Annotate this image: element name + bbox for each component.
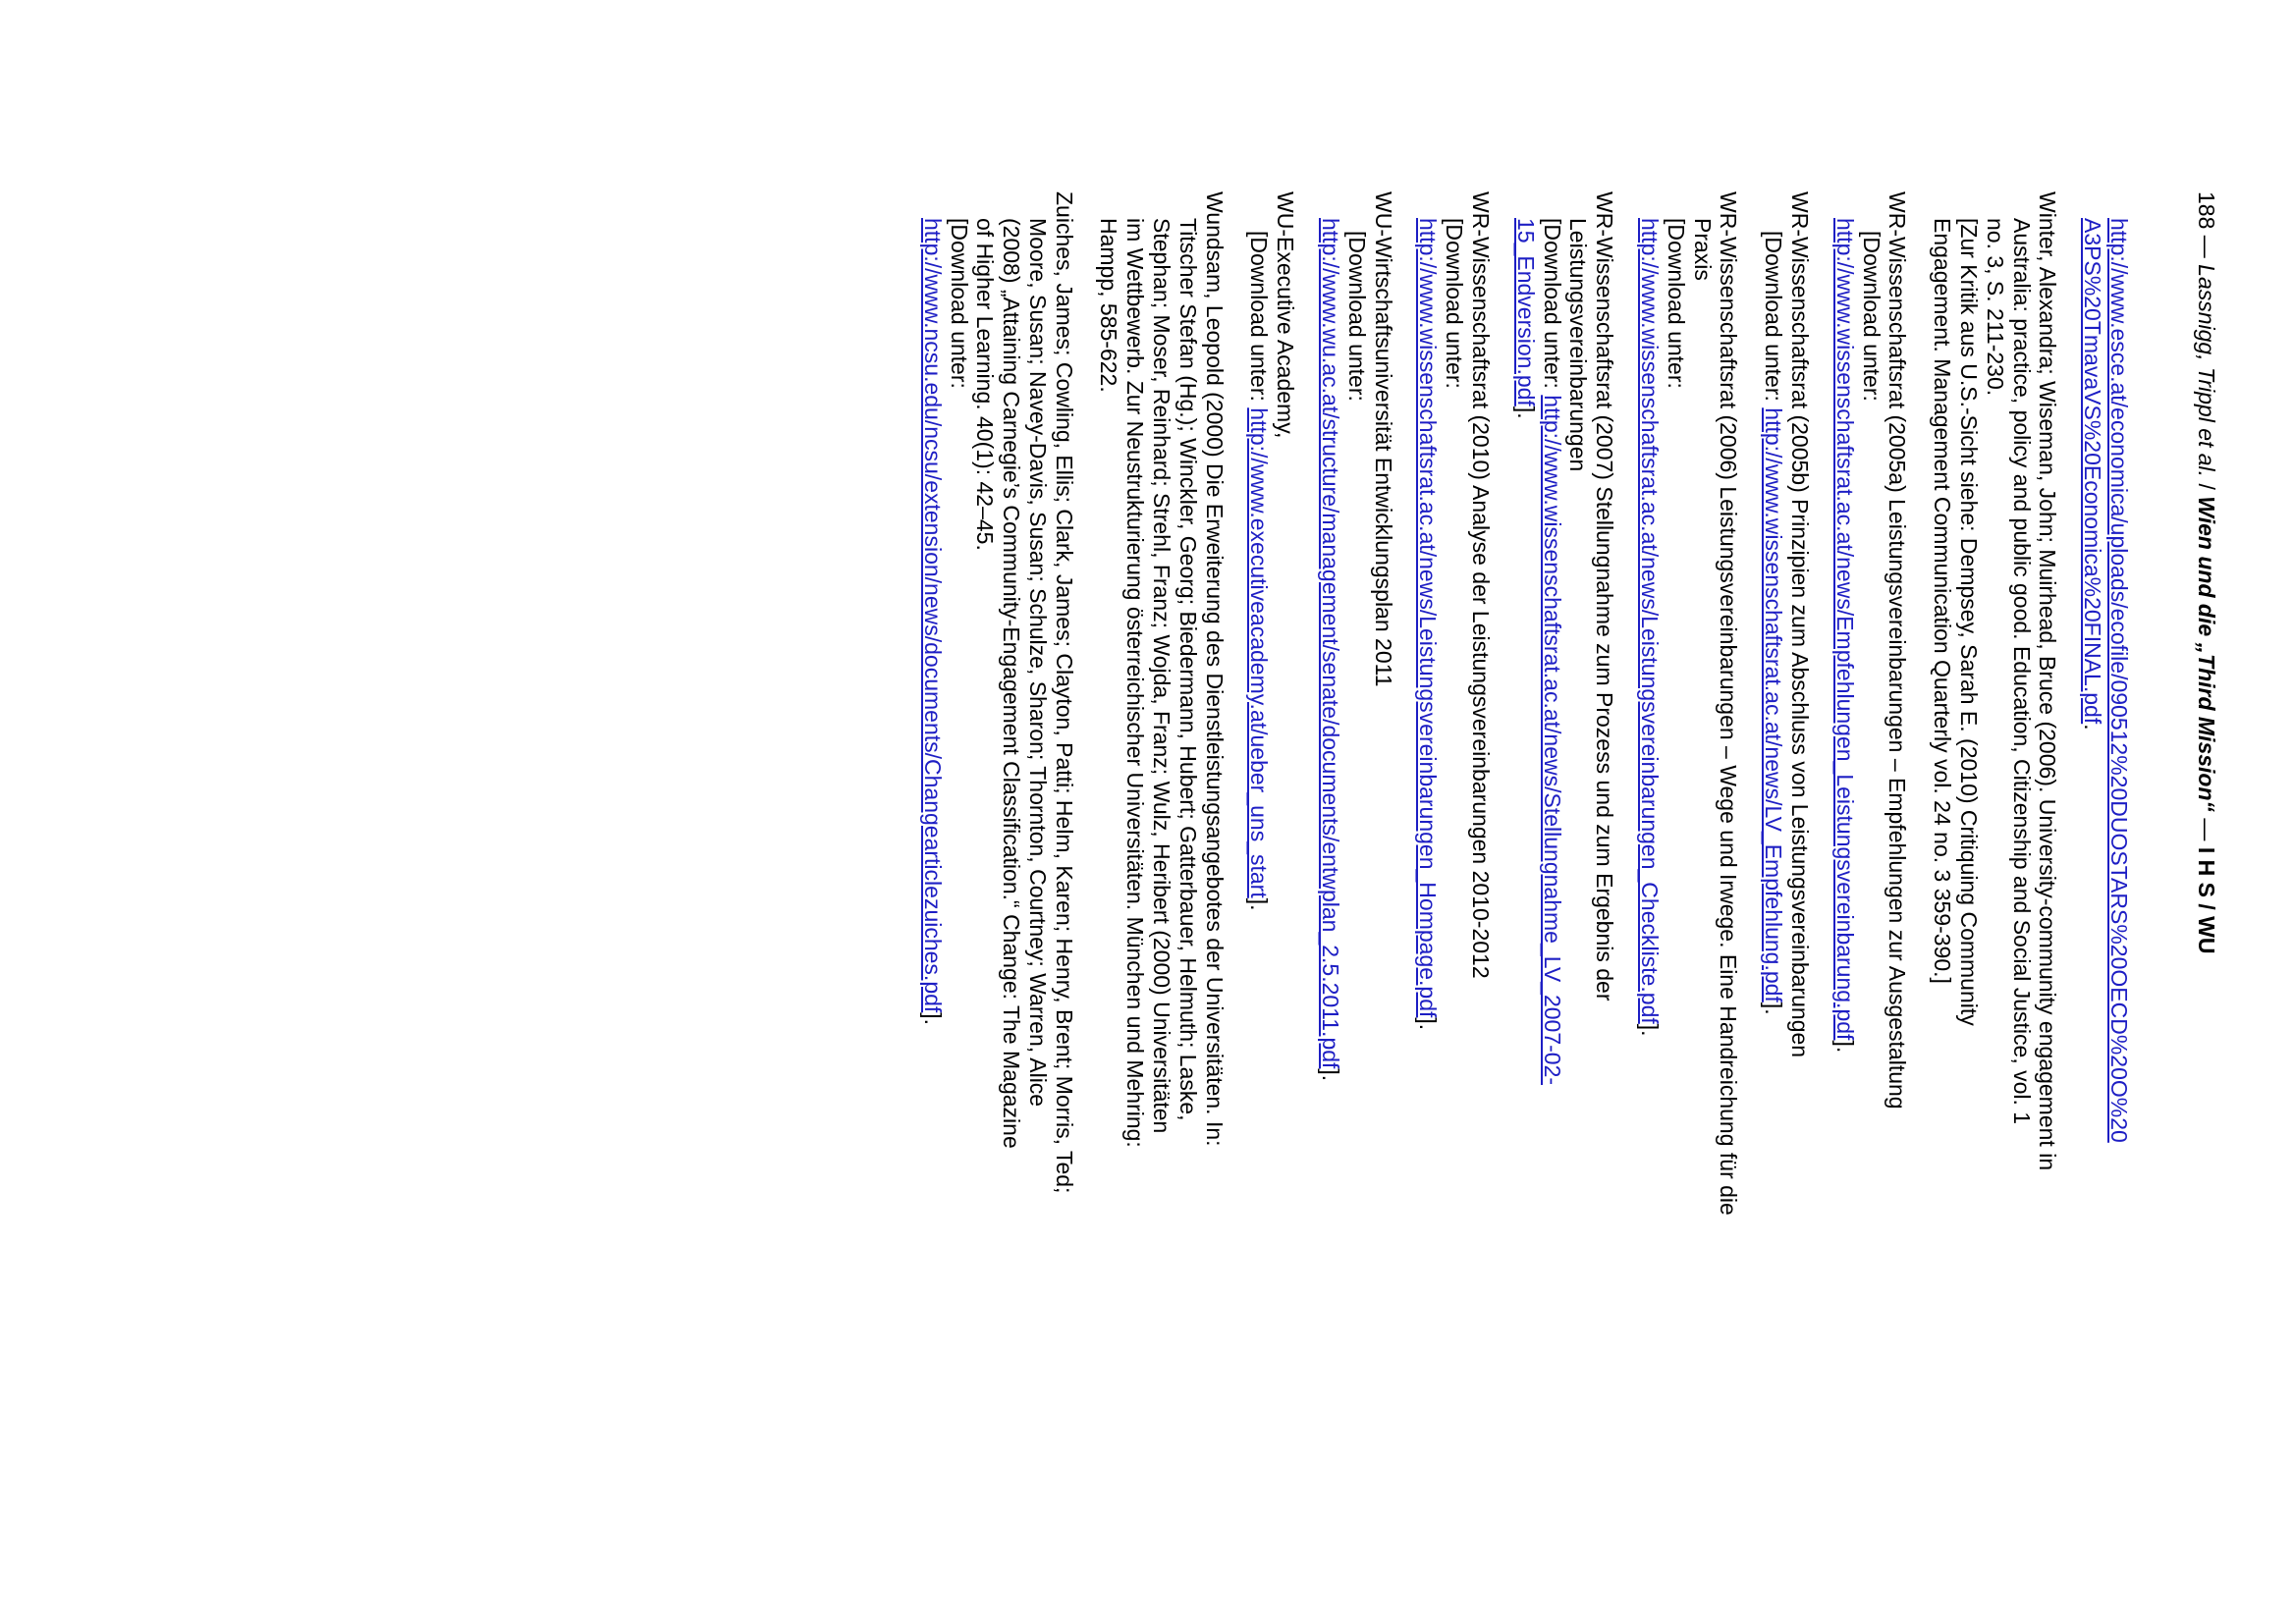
reference-link[interactable]: http://www.wissenschaftsrat.ac.at/news/Stellungnahme_LV_2007-02-: [1539, 395, 1565, 1086]
reference-text: WR-Wissenschaftsrat (2010) Analyse der Leistungsvereinbarungen 2010-2012: [1468, 191, 1495, 979]
reference-entry: [1636, 191, 1741, 1566]
rotated-text-column: [687, 191, 2219, 1566]
punctuation: ].: [1512, 406, 1539, 419]
reference-link[interactable]: 15_Endversion.pdf: [1512, 218, 1539, 406]
reference-text: [Zur Kritik aus U.S.-Sicht siehe: Dempsey, Sarah E. (2010) Critiquing Community: [1956, 218, 1983, 1026]
reference-link[interactable]: http://www.wissenschaftsrat.ac.at/news/Leistungsvereinbarungen_Checkliste.pdf: [1637, 218, 1664, 1024]
header-institutes: I H S / WU: [2194, 846, 2219, 954]
reference-entry: [1246, 191, 1299, 1566]
header-dash: —: [2194, 235, 2219, 258]
reference-text: of Higher Learning. 40(1): 42–45.: [972, 218, 999, 551]
reference-link[interactable]: http://www.wissenschaftsrat.ac.at/news/Leistungsvereinbarungen_Hompage.pdf: [1415, 218, 1442, 1018]
reference-text: [Download unter:: [946, 218, 972, 389]
reference-text: Winter, Alexandra; Wiseman, John; Muirhead, Bruce (2006). University-community engagement in: [2035, 191, 2061, 1171]
reference-link[interactable]: http://www.wu.ac.at/structure/management/senate/documents/entwplan_2.5.2011.pdf: [1318, 218, 1344, 1069]
reference-entry: [1760, 191, 1813, 1566]
reference-text: [Download unter:: [1539, 218, 1565, 396]
reference-entry: [1831, 191, 1910, 1566]
reference-text: [Download unter:: [1343, 231, 1370, 402]
reference-entry: [1096, 191, 1228, 1566]
header-dash: —: [2194, 818, 2219, 841]
reference-text: Titscher Stefan (Hg.); Winckler, Georg; Biedermann, Hubert; Gatterbauer, Helmuth; Laske,: [1174, 218, 1201, 1121]
reference-text: im Wettbewerb. Zur Neustrukturierung österreichischer Universitäten. München und Mehring:: [1122, 218, 1149, 1148]
reference-entry: [1317, 191, 1395, 1566]
punctuation: ].: [1831, 1040, 1858, 1054]
reference-text: [Download unter:: [1761, 231, 1787, 408]
reference-entry: [1512, 191, 1617, 1566]
punctuation: ].: [919, 1012, 946, 1026]
reference-text: WR-Wissenschaftsrat (2006) Leistungsvereinbarungen – Wege und Irwege. Eine Handreichung für die: [1716, 191, 1742, 1216]
reference-text: WU-Wirtschaftsuniversität Entwicklungsplan 2011: [1370, 191, 1396, 687]
reference-text: Leistungsvereinbarungen: [1565, 218, 1592, 472]
reference-text: [Download unter:: [1246, 231, 1273, 408]
reference-link[interactable]: http://www.wissenschaftsrat.ac.at/news/LV_Empfehlung.pdf: [1761, 407, 1787, 1002]
reference-text: Australia: practice, policy and public good. Education, Citizenship and Social Justice, vol. 1: [2008, 218, 2035, 1125]
header-book-title: Wien und die „Third Mission“: [2194, 496, 2219, 813]
reference-entry: [1415, 191, 1494, 1566]
reference-link[interactable]: A3PS%20TmavaVS%20Economica%20FINAL.pdf: [2080, 218, 2106, 725]
header-authors: Lassnigg, Trippl et al.: [2194, 264, 2219, 478]
reference-link[interactable]: http://www.ncsu.edu/ncsu/extension/news/documents/Changearticlezuiches.pdf: [919, 218, 946, 1013]
reference-text: WR-Wissenschaftsrat (2005b) Prinzipien zum Abschluss von Leistungsvereinbarungen: [1787, 191, 1814, 1058]
reference-text: Engagement. Management Communication Quarterly vol. 24 no. 3 359-390.]: [1930, 218, 1956, 984]
reference-text: WR-Wissenschaftsrat (2005a) Leistungsvereinbarungen – Empfehlungen zur Ausgestaltung: [1884, 191, 1911, 1110]
punctuation: ].: [1637, 1023, 1664, 1037]
running-header: [2193, 191, 2219, 953]
reference-text: Zuiches, James; Cowling, Ellis; Clark, James; Clayton, Patti; Helm, Karen; Henry, Brent; Morris, Ted;: [1051, 191, 1077, 1194]
reference-text: WR-Wissenschaftsrat (2007) Stellungnahme zum Prozess und zum Ergebnis der: [1592, 191, 1618, 1001]
reference-list: [901, 191, 2132, 1566]
reference-text: Moore, Susan; Navey-Davis, Susan; Schulze, Sharon; Thornton, Courtney; Warren, Alice: [1024, 218, 1051, 1108]
reference-link[interactable]: http://www.executiveacademy.at/ueber_uns_start: [1246, 407, 1273, 898]
reference-text: Praxis: [1689, 218, 1716, 281]
reference-text: [Download unter:: [1442, 218, 1468, 389]
reference-text: (2008) „Attaining Carnegie’s Community-Engagement Classification.“ Change: The Magazine: [999, 218, 1025, 1149]
reference-entry: [919, 191, 1077, 1566]
reference-text: Hampp, 585-622.: [1096, 218, 1122, 393]
punctuation: ].: [1415, 1017, 1442, 1031]
reference-text: Wundsam, Leopold (2000) Die Erweiterung des Dienstleistungsangebotes der Universitäten. In:: [1201, 191, 1228, 1147]
reference-entry: [1929, 191, 2060, 1566]
reference-text: no. 3, S. 211-230.: [1982, 218, 2008, 397]
reference-link[interactable]: http://www.wissenschaftsrat.ac.at/news/Empfehlungen_Leistungsvereinbarung.pdf: [1831, 218, 1858, 1041]
punctuation: ].: [1761, 1001, 1787, 1015]
page-number: 188: [2194, 191, 2219, 230]
reference-entry-continued: [2079, 191, 2132, 1566]
punctuation: ].: [1246, 897, 1273, 911]
header-slash: /: [2194, 483, 2219, 490]
reference-text: [Download unter:: [1858, 231, 1884, 402]
punctuation: ].: [1318, 1068, 1344, 1082]
reference-text: [Download unter:: [1663, 218, 1689, 389]
punctuation: .: [2080, 724, 2106, 731]
reference-text: WU-Executive Academy,: [1273, 191, 1299, 439]
reference-text: Stephan; Moser, Reinhard; Strehl, Franz; Wojda, Franz; Wulz, Heribert (2000) Universitäten: [1149, 218, 1175, 1134]
reference-link[interactable]: http://www.esce.at/economica/uploads/ecofile/090512%20DUOSTARS%20OECD%20O%20: [2106, 218, 2132, 1143]
